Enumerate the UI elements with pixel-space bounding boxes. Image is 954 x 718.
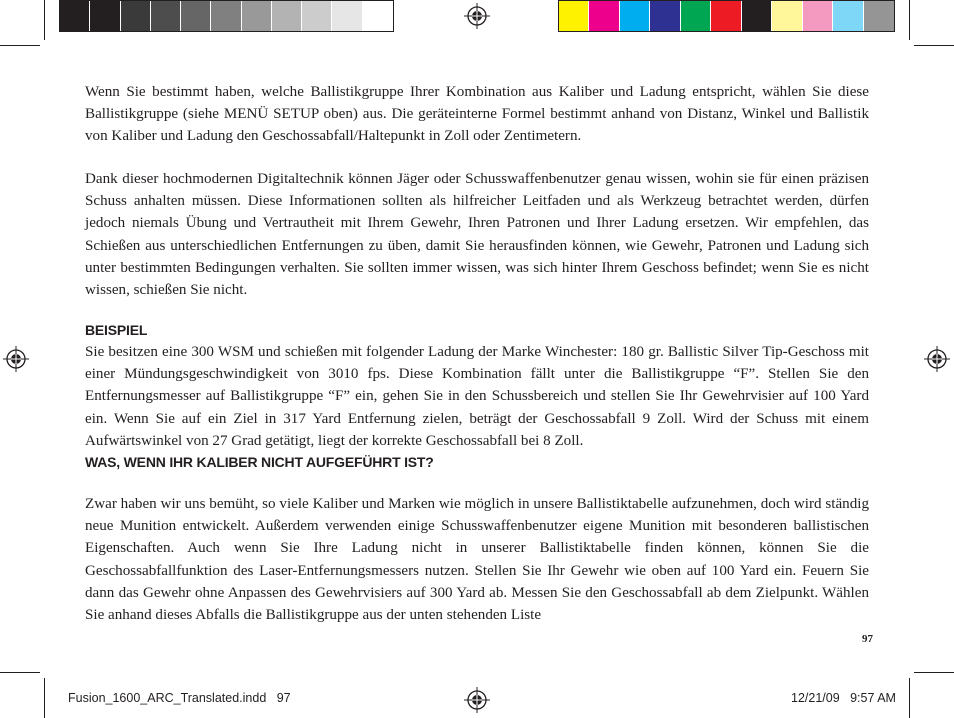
paragraph-text: Sie besitzen eine 300 WSM und schießen mit folgender Ladung der Marke Winchester: 180 gr. Ballistic Silver Tip-Geschoss mit einer Mündungsgeschwindigkeit von 3010 fps. Diese Kombination fällt unter die Ballistikgruppe “F”. Stellen Sie den Entfernungsmesser auf Ballistikgruppe “F” ein, gehen Sie in den Schussbereich und stellen Sie Ihr Gewehrvisier auf 100 Yard ein. Wenn Sie auf ein Ziel in 317 Yard Entfernung zielen, beträgt der Geschossabfall 9 Zoll. Wird der Schuss mit einem Aufwärtswinkel von 27 Grad getätigt, liegt der korrekte Geschossabfall bei 8 Zoll. bbox=[85, 344, 869, 449]
color-swatch bbox=[272, 1, 302, 31]
color-swatch bbox=[681, 1, 711, 31]
grayscale-color-bar bbox=[59, 0, 394, 32]
crop-mark-top-right-vertical bbox=[909, 0, 910, 40]
color-swatch bbox=[742, 1, 772, 31]
paragraph-caliber-not-listed bbox=[85, 493, 869, 626]
paragraph-example bbox=[85, 341, 869, 452]
crop-mark-top-right-horizontal bbox=[914, 45, 954, 46]
paragraph-text: Wenn Sie bestimmt haben, welche Ballistikgruppe Ihrer Kombination aus Kaliber und Ladung entspricht, wählen Sie diese Ballistikgruppe (siehe MENÜ SETUP oben) aus. Die geräteinterne Formel bestimmt anhand von Distanz, Winkel und Ballistik von Kaliber und Ladung den Geschossabfall/Haltepunkt in Zoll oder Zentimetern. bbox=[85, 84, 869, 145]
paragraph-ballistic-group bbox=[85, 81, 869, 148]
crop-mark-bottom-left-horizontal bbox=[0, 672, 40, 673]
slug-filename: Fusion_1600_ARC_Translated.indd 97 bbox=[68, 691, 291, 705]
color-swatch bbox=[803, 1, 833, 31]
crop-mark-top-left-horizontal bbox=[0, 45, 40, 46]
registration-mark-icon bbox=[464, 3, 490, 29]
color-swatch bbox=[121, 1, 151, 31]
registration-mark-icon bbox=[464, 687, 490, 713]
color-swatch bbox=[711, 1, 741, 31]
paragraph-digital-technology bbox=[85, 168, 869, 301]
color-swatch bbox=[90, 1, 120, 31]
crop-mark-bottom-right-horizontal bbox=[914, 672, 954, 673]
color-swatch bbox=[559, 1, 589, 31]
color-swatch bbox=[650, 1, 680, 31]
color-swatch bbox=[151, 1, 181, 31]
paragraph-text: Zwar haben wir uns bemüht, so viele Kaliber und Marken wie möglich in unsere Ballistiktabelle aufzunehmen, doch wird ständig neue Munition entwickelt. Außerdem verwenden einige Schusswaffenbenutzer eigene Munition mit besonderen ballistischen Eigenschaften. Auch wenn Sie Ihre Ladung nicht in unserer Ballistiktabelle finden können, können Sie die Geschossabfallfunktion des Laser-Entfernungsmessers nutzen. Stellen Sie Ihr Gewehr wie oben auf 100 Yard ein. Feuern Sie dann das Gewehr ohne Anpassen des Gewehrvisiers auf 300 Yard ab. Messen Sie den Geschossabfall ab dem Zielpunkt. Wählen Sie anhand dieses Abfalls die Ballistikgruppe aus der unten stehenden Liste bbox=[85, 496, 869, 624]
color-swatch bbox=[620, 1, 650, 31]
color-swatch bbox=[772, 1, 802, 31]
page-number: 97 bbox=[862, 633, 873, 645]
color-swatch bbox=[242, 1, 272, 31]
section-heading-example: BEISPIEL bbox=[85, 322, 148, 338]
slug-timestamp: 12/21/09 9:57 AM bbox=[791, 691, 896, 705]
color-swatch bbox=[589, 1, 619, 31]
color-swatch bbox=[363, 1, 393, 31]
crop-mark-bottom-left-vertical bbox=[44, 678, 45, 718]
process-color-bar bbox=[558, 0, 895, 32]
crop-mark-top-left-vertical bbox=[44, 0, 45, 40]
paragraph-text: Dank dieser hochmodernen Digitaltechnik können Jäger oder Schusswaffenbenutzer genau wissen, wohin sie für einen präzisen Schuss anhalten müssen. Diese Informationen sollten als hilfreicher Leitfaden und als Werkzeug betrachtet werden, dürfen jedoch niemals Übung und Vertrautheit mit Ihrem Gewehr, Ihren Patronen und Ihrer Ladung ersetzen. Wir empfehlen, das Schießen aus unterschiedlichen Entfernungen zu üben, damit Sie herausfinden können, wie Gewehr, Patronen und Ladung sich unter bestimmten Bedingungen verhalten. Sie sollten immer wissen, was sich hinter Ihrem Geschoss befindet; wenn Sie es nicht wissen, schießen Sie nicht. bbox=[85, 171, 869, 299]
color-swatch bbox=[211, 1, 241, 31]
color-swatch bbox=[833, 1, 863, 31]
color-swatch bbox=[60, 1, 90, 31]
crop-mark-bottom-right-vertical bbox=[909, 678, 910, 718]
registration-mark-icon bbox=[3, 346, 29, 372]
registration-mark-icon bbox=[924, 346, 950, 372]
color-swatch bbox=[332, 1, 362, 31]
section-heading-caliber-not-listed: WAS, WENN IHR KALIBER NICHT AUFGEFÜHRT IST? bbox=[85, 454, 434, 470]
color-swatch bbox=[864, 1, 894, 31]
color-swatch bbox=[181, 1, 211, 31]
color-swatch bbox=[302, 1, 332, 31]
